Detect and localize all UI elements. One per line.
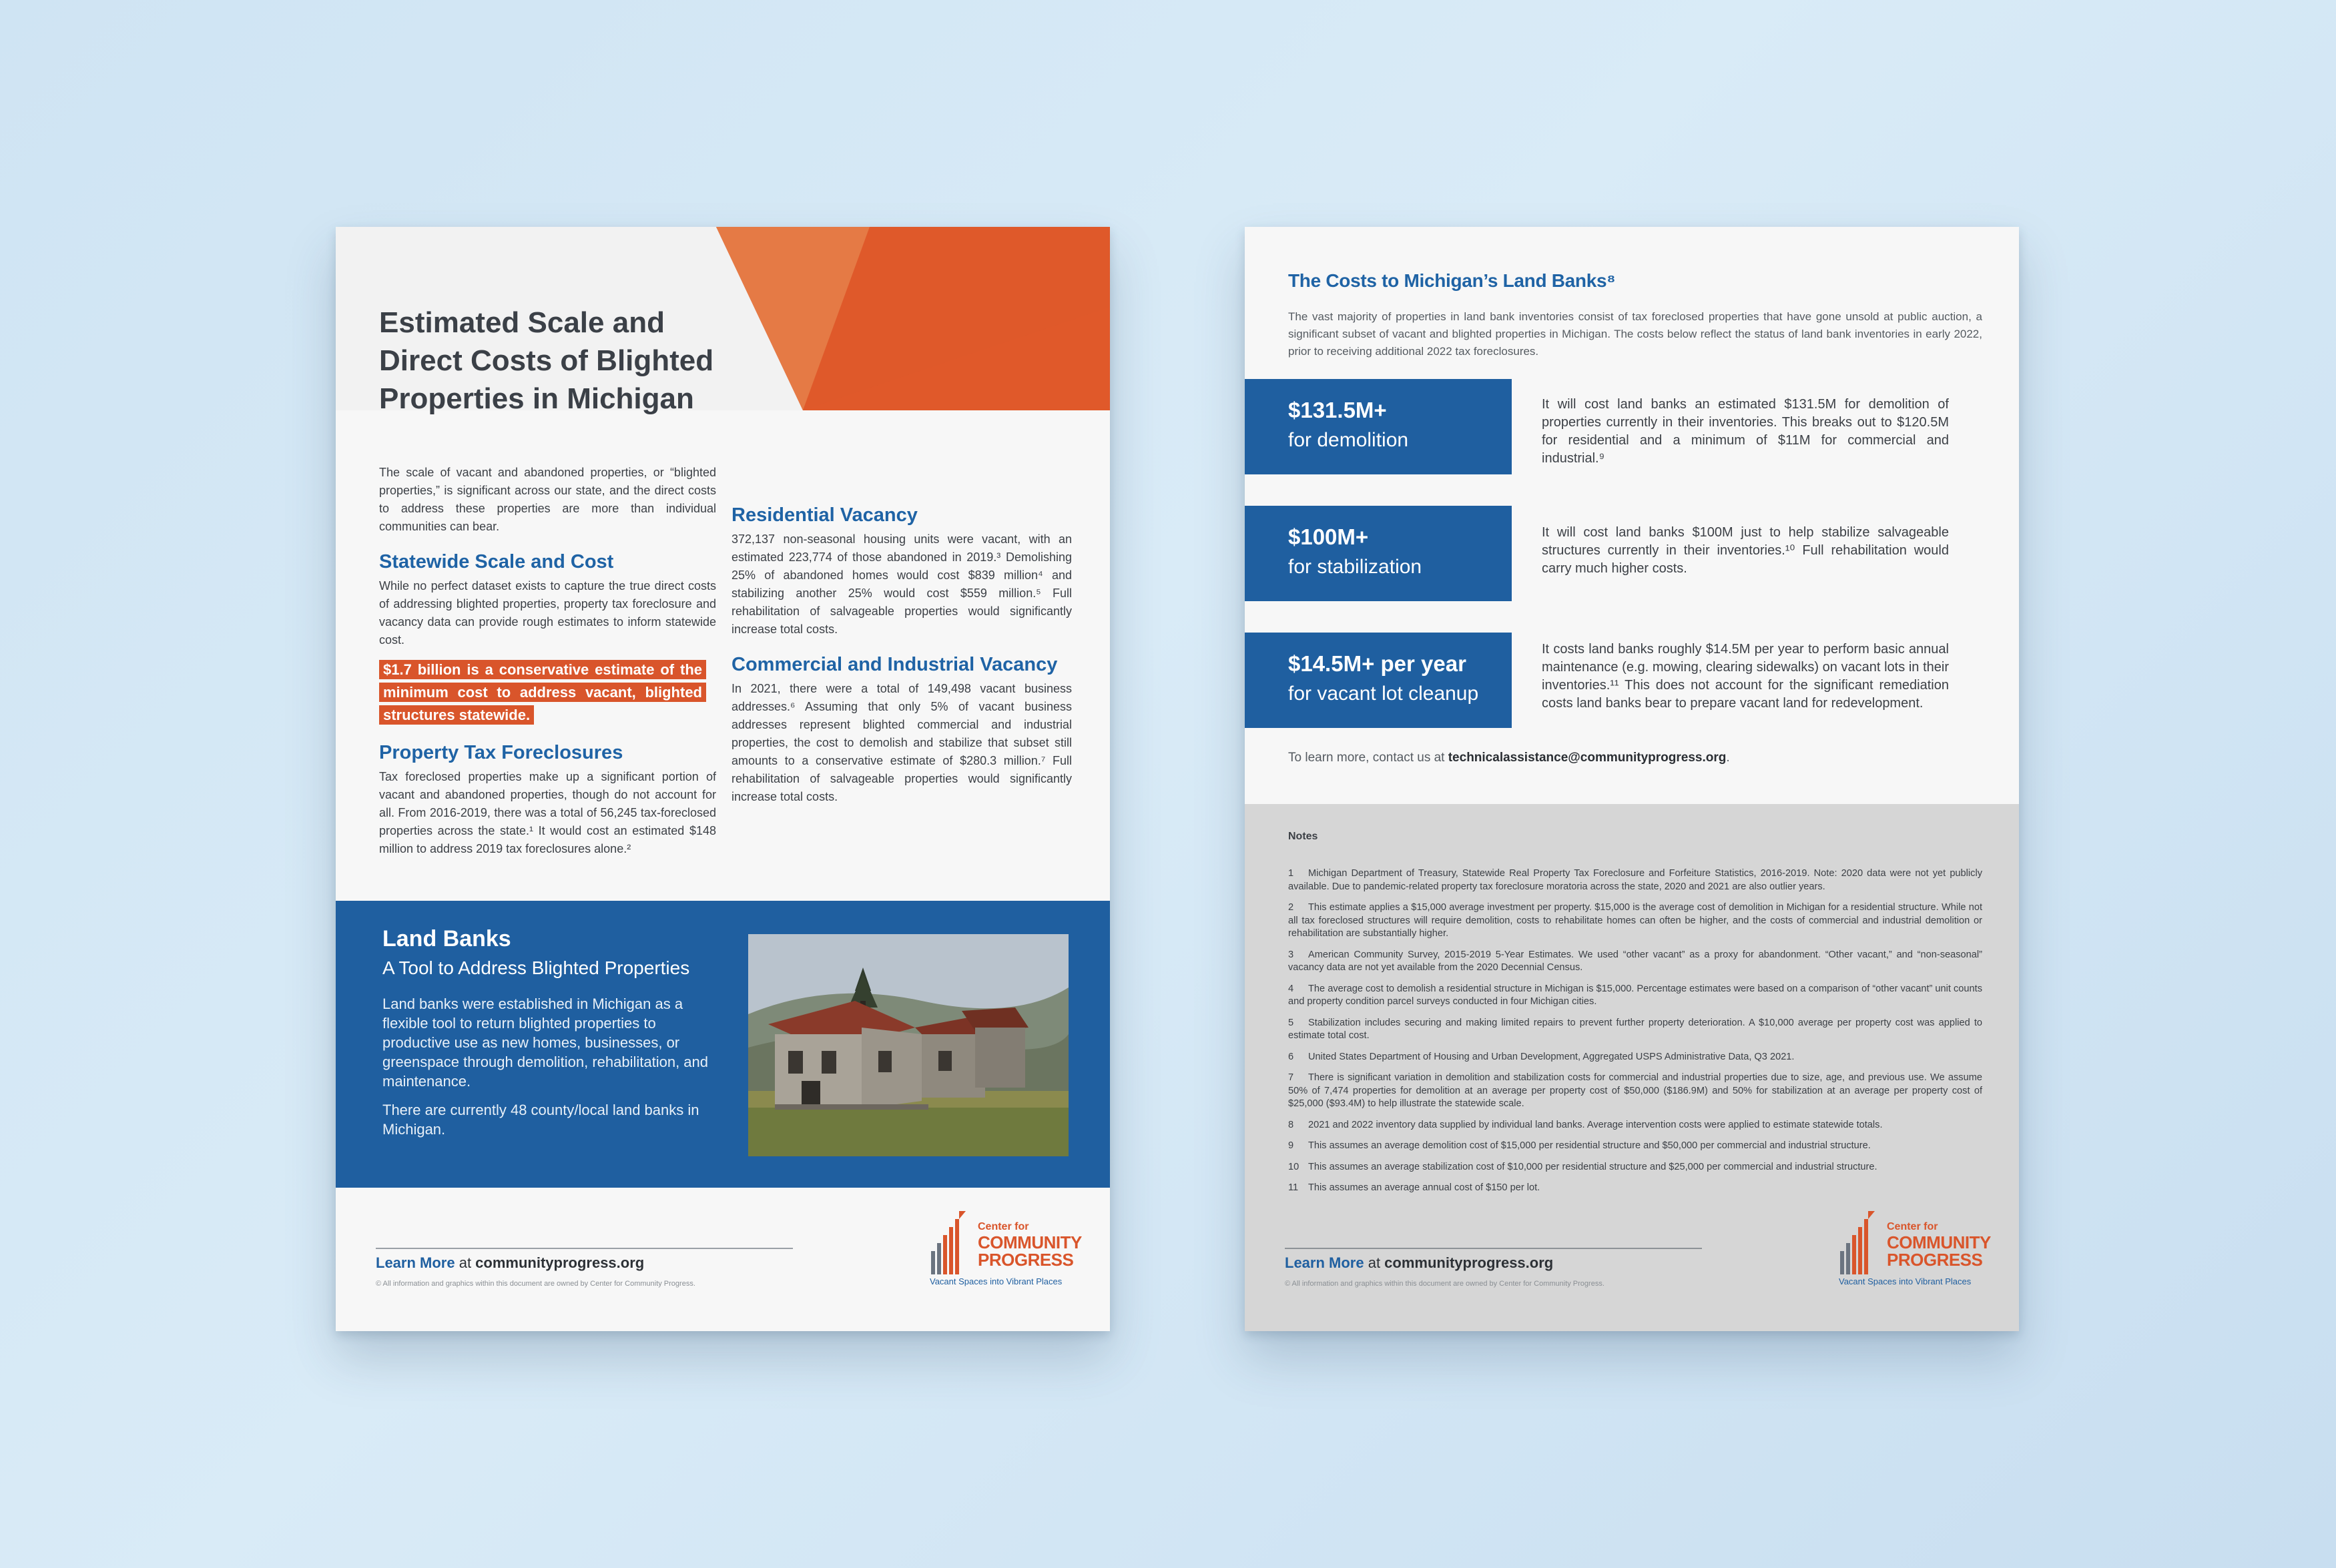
note-text: This assumes an average demolition cost of $15,000 per residential structure and $50,000 per commercial and industrial structure. (1308, 1140, 1871, 1151)
note-item (1288, 1017, 1982, 1043)
logo-bars-icon (1839, 1211, 1885, 1274)
learn-more-label: Learn More (376, 1254, 455, 1271)
land-banks-costs-title: The Costs to Michigan’s Land Banks⁸ (1288, 270, 1616, 291)
note-text: 2021 and 2022 inventory data supplied by individual land banks. Average intervention costs were applied to estimate statewide totals. (1308, 1119, 1883, 1130)
note-text: This assumes an average annual cost of $150 per lot. (1308, 1182, 1540, 1193)
commercial-heading: Commercial and Industrial Vacancy (732, 654, 1058, 675)
cost-desc-lot-cleanup: It costs land banks roughly $14.5M per year to perform basic annual maintenance (e.g. mowing, clearing sidewalks) on vacant lots in their inventories.¹¹ This does not account for the significant remediation costs land banks bear to prepare vacant land for redevelopment. (1542, 642, 1949, 711)
land-banks-costs-intro: The vast majority of properties in land bank inventories consist of tax foreclosed properties that have gone unsold at public auction, a significant subset of vacant and blighted properties in Michigan. The costs below reflect the status of land bank inventories in early 2022, prior to receiving additional 2022 tax foreclosures. (1288, 310, 1982, 358)
note-number: 4 (1288, 983, 1294, 994)
cost-desc-stabilization: It will cost land banks $100M just to help stabilize salvageable structures currently in their inventories.¹⁰ Full rehabilitation would carry much higher costs. (1542, 525, 1949, 576)
land-banks-subheading: A Tool to Address Blighted Properties (382, 957, 690, 978)
cost-desc-demolition: It will cost land banks an estimated $131.5M for demolition of properties currently in their inventories. This breaks out to $120.5M for residential and a minimum of $11M for commercial and industrial.⁹ (1542, 397, 1949, 466)
note-text: United States Department of Housing and Urban Development, Aggregated USPS Administrative Data, Q3 2021. (1308, 1051, 1795, 1062)
note-text: There is significant variation in demolition and stabilization costs for commercial and industrial properties due to size, age, and previous use. We assume 50% of 7,474 properties for demolition at an average per property cost of $50,000 ($186.9M) and 50% for stabilization at an average per property cost of $25,000 ($93.4M) to help illustrate the statewide scale. (1288, 1072, 1982, 1109)
land-banks-band (336, 901, 1110, 1188)
hero-banner (336, 227, 1110, 415)
land-banks-text-2: There are currently 48 county/local land banks in Michigan. (382, 1102, 699, 1138)
community-progress-logo: Center for COMMUNITY PROGRESS Vacant Spaces into Vibrant Places (930, 1211, 1103, 1291)
page-footer (1285, 1221, 1992, 1288)
note-number: 3 (1288, 949, 1294, 960)
note-number: 10 (1288, 1161, 1299, 1172)
logo-bars-icon (930, 1211, 976, 1274)
page-title: Estimated Scale and Direct Costs of Blighted Properties in Michigan (379, 306, 714, 415)
contact-line: To learn more, contact us at technicalassistance@communityprogress.org. (1288, 751, 1730, 765)
residential-text: 372,137 non-seasonal housing units were vacant, with an estimated 223,774 of those abandoned in 2019.³ Demolishing 25% of abandoned homes would cost $839 million⁴ and stabilizing another 25% would cost $559 million.⁵ Full rehabilitation of salvageable properties would significantly increase total costs. (732, 532, 1072, 636)
commercial-text: In 2021, there were a total of 149,498 vacant business addresses.⁶ Assuming that only 5% of vacant business addresses represent blighted commercial and industrial properties, the cost to demolish and stabilize that subset still amounts to a conservative estimate of $280.3 million.⁷ Full rehabilitation of salvageable properties would significantly increase total costs. (732, 682, 1072, 803)
statewide-text: While no perfect dataset exists to capture the true direct costs of addressing blighted properties, property tax foreclosure and vacancy data can provide rough estimates to inform statewide cost. (379, 579, 716, 647)
flyer-front-page (336, 227, 1110, 1331)
note-number: 7 (1288, 1072, 1294, 1083)
property-tax-heading: Property Tax Foreclosures (379, 742, 623, 763)
notes-heading: Notes (1288, 831, 1318, 842)
note-item (1288, 983, 1982, 1009)
note-item (1288, 1140, 1982, 1153)
cost-box-stabilization: $100M+ for stabilization (1245, 506, 1512, 601)
logo-tagline: Vacant Spaces into Vibrant Places (1839, 1276, 1972, 1286)
cost-highlight-callout: $1.7 billion is a conservative estimate of the minimum cost to address vacant, blighted structures statewide. (379, 660, 706, 725)
learn-more-line: Learn More at communityprogress.org (376, 1254, 645, 1271)
note-number: 8 (1288, 1119, 1294, 1130)
note-item (1288, 1119, 1982, 1132)
note-number: 2 (1288, 902, 1294, 913)
note-text: Stabilization includes securing and making limited repairs to prevent further property deterioration. A $10,000 average per property cost was applied to estimate total cost. (1288, 1017, 1982, 1041)
intro-text: The scale of vacant and abandoned properties, or “blighted properties,” is significant across our state, and the direct costs to address these properties are more than individual communities can bear. (379, 466, 716, 533)
note-item (1288, 901, 1982, 941)
note-number: 5 (1288, 1017, 1294, 1028)
note-text: This estimate applies a $15,000 average investment per property. $15,000 is the average cost of demolition in Michigan for a residential structure. While not all tax foreclosed structures will require demolition, costs to rehabilitate homes can often be higher, and the costs of commercial and industrial demolition or rehabilitation are substantially higher. (1288, 902, 1982, 939)
note-item (1288, 1182, 1982, 1195)
land-banks-heading: Land Banks (382, 926, 511, 951)
note-number: 1 (1288, 868, 1294, 879)
website-link[interactable]: communityprogress.org (1384, 1254, 1554, 1271)
note-text: The average cost to demolish a residential structure in Michigan is $15,000. Percentage estimates were based on a comparison of “other vacant” unit counts and property condition parcel surveys conducted in four Michigan cities. (1288, 983, 1982, 1007)
note-item (1288, 867, 1982, 893)
contact-email-link[interactable]: technicalassistance@communityprogress.org (1448, 751, 1727, 765)
statewide-heading: Statewide Scale and Cost (379, 551, 614, 572)
website-link[interactable]: communityprogress.org (475, 1254, 645, 1271)
logo-tagline: Vacant Spaces into Vibrant Places (930, 1276, 1063, 1286)
flyer-back-page (1245, 227, 2019, 1331)
note-item (1288, 1161, 1982, 1174)
note-item (1288, 1051, 1982, 1064)
note-text: American Community Survey, 2015-2019 5-Year Estimates. We used “other vacant” as a proxy for abandonment. “Other vacant,” and “non-seasonal” vacancy data are not yet available from the 2020 Decennial Census. (1288, 949, 1982, 973)
note-number: 9 (1288, 1140, 1294, 1151)
note-number: 6 (1288, 1051, 1294, 1062)
copyright-text: © All information and graphics within this document are owned by Center for Community Progress. (376, 1280, 695, 1288)
note-item (1288, 949, 1982, 975)
cost-box-lot-cleanup: $14.5M+ per year for vacant lot cleanup (1245, 633, 1512, 728)
abandoned-house-photo (748, 934, 1069, 1156)
cost-box-demolition: $131.5M+ for demolition (1245, 379, 1512, 474)
right-column (732, 464, 1072, 809)
learn-more-label: Learn More (1285, 1254, 1364, 1271)
residential-heading: Residential Vacancy (732, 504, 918, 526)
note-item (1288, 1072, 1982, 1111)
left-column (379, 464, 716, 861)
land-banks-text-1: Land banks were established in Michigan as a flexible tool to return blighted properties to productive use as new homes, businesses, or greenspace through demolition, rehabilitation, and maintenance. (382, 996, 708, 1090)
community-progress-logo: Center for COMMUNITY PROGRESS Vacant Spaces into Vibrant Places (1839, 1211, 2012, 1291)
property-tax-text: Tax foreclosed properties make up a significant portion of vacant and abandoned properties, though do not account for all. From 2016-2019, there was a total of 56,245 tax-foreclosed properties across the state.¹ It would cost an estimated $148 million to address 2019 tax foreclosures alone.² (379, 770, 716, 855)
note-text: This assumes an average stabilization cost of $10,000 per residential structure and $25,000 per commercial and industrial structure. (1308, 1161, 1877, 1172)
notes-list (1288, 867, 1982, 1203)
note-number: 11 (1288, 1182, 1299, 1193)
copyright-text: © All information and graphics within this document are owned by Center for Community Progress. (1285, 1280, 1604, 1288)
note-text: Michigan Department of Treasury, Statewide Real Property Tax Foreclosure and Forfeiture Statistics, 2016-2019. Note: 2020 data were not yet publicly available. Due to pandemic-related property tax foreclosure moratoria across the state, 2020 and 2021 are also outlier years. (1288, 868, 1982, 892)
learn-more-line: Learn More at communityprogress.org (1285, 1254, 1554, 1271)
page-footer (376, 1221, 1083, 1288)
